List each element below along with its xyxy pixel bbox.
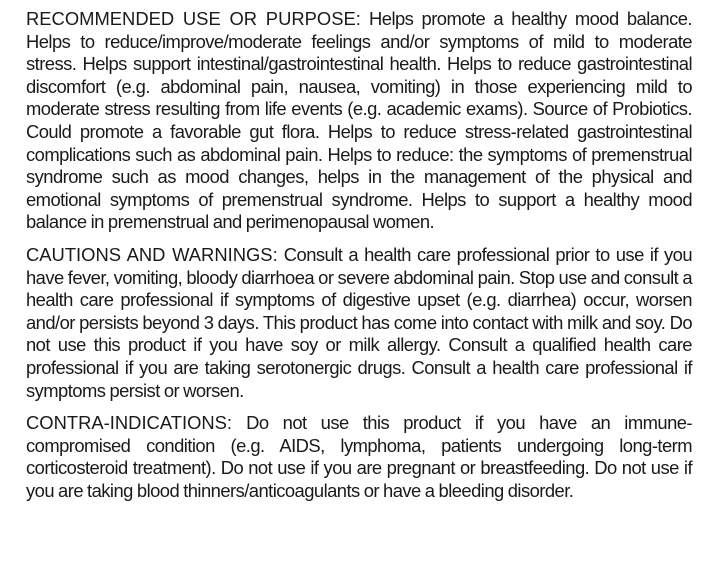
contra-indications-heading: CONTRA-INDICATIONS: — [26, 412, 233, 434]
cautions-heading: CAUTIONS AND WARNINGS: — [26, 243, 278, 265]
cautions-section — [26, 244, 692, 402]
cautions-text: Consult a health care professional prior to use if you have fever, vomiting, bloody diarrhoea or severe abdominal pain. Stop use and consult a health care professional if symptoms of digestive upset (e.g. diarrhea) occur, worsen and/or persists beyond 3 days. This product has come into contact with milk and soy. Do not use this product if you have soy or milk allergy. Consult a qualified health care professional if you are taking serotonergic drugs. Consult a health care professional if symptoms persist or worsen. — [26, 243, 693, 401]
contra-indications-section — [26, 412, 692, 502]
contra-indications-text: Do not use this product if you have an immune-compromised condition (e.g. AIDS, lymphoma, patients undergoing long-term corticosteroid treatment). Do not use if you are pregnant or breastfeeding. Do not use if you are taking blood thinners/anticoagulants or have a bleeding disorder. — [26, 412, 692, 501]
recommended-use-heading: RECOMMENDED USE OR PURPOSE: — [26, 8, 361, 29]
recommended-use-section — [26, 8, 692, 234]
recommended-use-text: Helps promote a healthy mood balance. Helps to reduce/improve/moderate feelings and/or symptoms of mild to moderate stress. Helps support intestinal/gastrointestinal health. Helps to reduce gastrointestinal discomfort (e.g. abdominal pain, nausea, vomiting) in those experiencing mild to moderate stress resulting from life events (e.g. academic exams). Source of Probiotics. Could promote a favorable gut flora. Helps to reduce stress-related gastrointestinal complications such as abdominal pain. Helps to reduce: the symptoms of premenstrual syndrome such as mood changes, helps in the management of the physical and emotional symptoms of premenstrual syndrome. Helps to support a healthy mood balance in premenstrual and perimenopausal women. — [26, 8, 692, 233]
